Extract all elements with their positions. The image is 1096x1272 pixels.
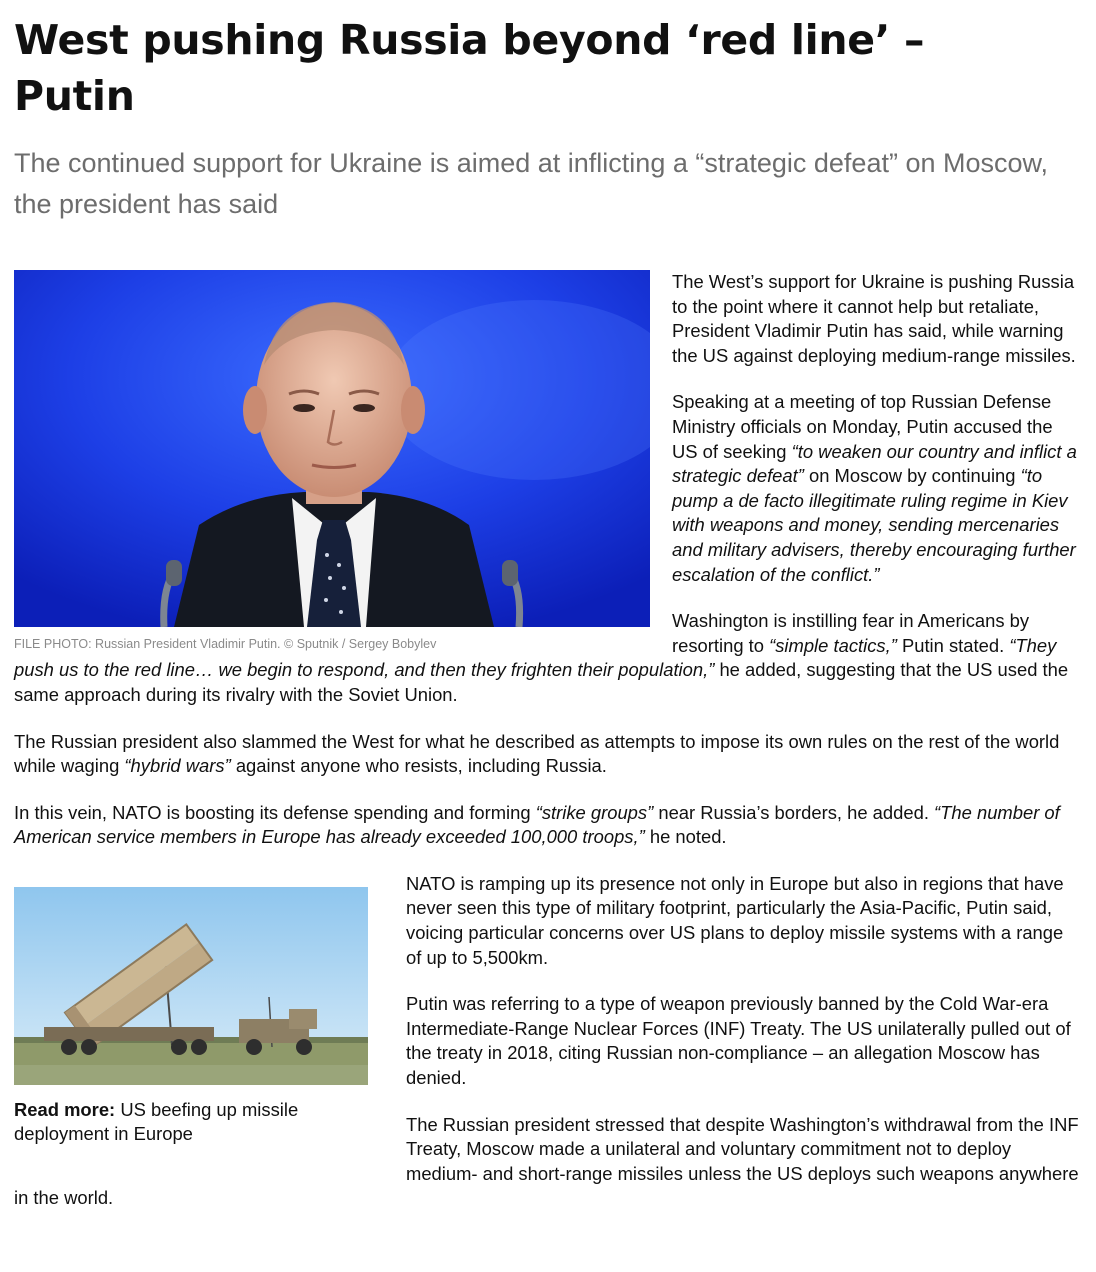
p4-text-b: against anyone who resists, including Russia.: [230, 755, 607, 777]
missile-photo[interactable]: [14, 887, 368, 1085]
p5-quote-1: “strike groups”: [535, 801, 654, 823]
read-more-link[interactable]: US beefing up missile deployment in Europe: [14, 1098, 299, 1145]
p5-text-b: near Russia’s borders, he added.: [653, 801, 935, 823]
paragraph-8: The Russian president stressed that despite Washington’s withdrawal from the INF Treaty, Moscow made a unilateral and voluntary commitment not to deploy medium- and short-range missiles unless the US deploys such weapons anywhere in the world.: [14, 1113, 1079, 1209]
p5-text-a: In this vein, NATO is boosting its defense spending and forming: [14, 801, 536, 823]
putin-photo[interactable]: [14, 270, 650, 627]
p5-text-c: he noted.: [644, 826, 727, 848]
p3-text-c: he added, suggesting that the US used the same approach during its rivalry with the Soviet Union.: [14, 659, 1069, 705]
main-image-caption: FILE PHOTO: Russian President Vladimir Putin. © Sputnik / Sergey Bobylev: [14, 637, 437, 651]
p2-text-a: Speaking at a meeting of top Russian Defense Ministry officials on Monday, Putin accused the US of seeking: [672, 391, 1053, 462]
p4-text-a: The Russian president also slammed the West for what he described as attempts to impose its own rules on the rest of the world while waging: [14, 730, 1060, 777]
p3-text-b: Putin stated.: [896, 634, 1010, 656]
p2-quote-1: “to weaken our country and inflict a strategic defeat”: [672, 440, 1077, 487]
paragraph-7: Putin was referring to a type of weapon previously banned by the Cold War-era Intermediate-Range Nuclear Forces (INF) Treaty. The US unilaterally pulled out of the treaty in 2018, citing Russian non-compliance – an allegation Moscow has denied.: [406, 993, 1071, 1089]
p3-text-a: Washington is instilling fear in Americans by resorting to: [672, 610, 1030, 656]
p5-quote-2: “The number of American service members in Europe has already exceeded 100,000 troops,”: [14, 801, 1060, 848]
read-more-figure: [14, 887, 368, 1165]
paragraph-6: NATO is ramping up its presence not only in Europe but also in regions that have never seen this type of military footprint, particularly the Asia-Pacific, Putin said, voicing particular concerns over US plans to deploy missile systems with a range of up to 5,500km.: [406, 872, 1064, 968]
paragraph-5: [14, 801, 1080, 850]
missile-launcher-illustration: [14, 887, 368, 1085]
putin-photo-illustration: [14, 270, 650, 627]
read-more[interactable]: [14, 1098, 368, 1147]
lead-section: [14, 270, 1080, 1233]
p3-quote-2: “They push us to the red line… we begin to respond, and then they frighten their population,”: [14, 634, 1057, 681]
headline: West pushing Russia beyond ‘red line’ – Putin: [14, 16, 925, 120]
p3-quote-1: “simple tactics,”: [769, 634, 897, 656]
paragraph-1: The West’s support for Ukraine is pushing Russia to the point where it cannot help but retaliate, President Vladimir Putin has said, while warning the US against deploying medium-range missiles.: [672, 271, 1076, 366]
read-more-label: Read more:: [14, 1098, 116, 1120]
subtitle: The continued support for Ukraine is aimed at inflicting a “strategic defeat” on Moscow, the president has said: [14, 148, 1049, 219]
p2-quote-2: “to pump a de facto illegitimate ruling regime in Kiev with weapons and money, sending mercenaries and military advisers, thereby encouraging further escalation of the conflict.”: [672, 465, 1076, 585]
main-figure: [14, 270, 650, 655]
p2-text-b: on Moscow by continuing: [803, 465, 1021, 487]
paragraph-4: [14, 730, 1080, 779]
p4-quote: “hybrid wars”: [124, 755, 231, 777]
